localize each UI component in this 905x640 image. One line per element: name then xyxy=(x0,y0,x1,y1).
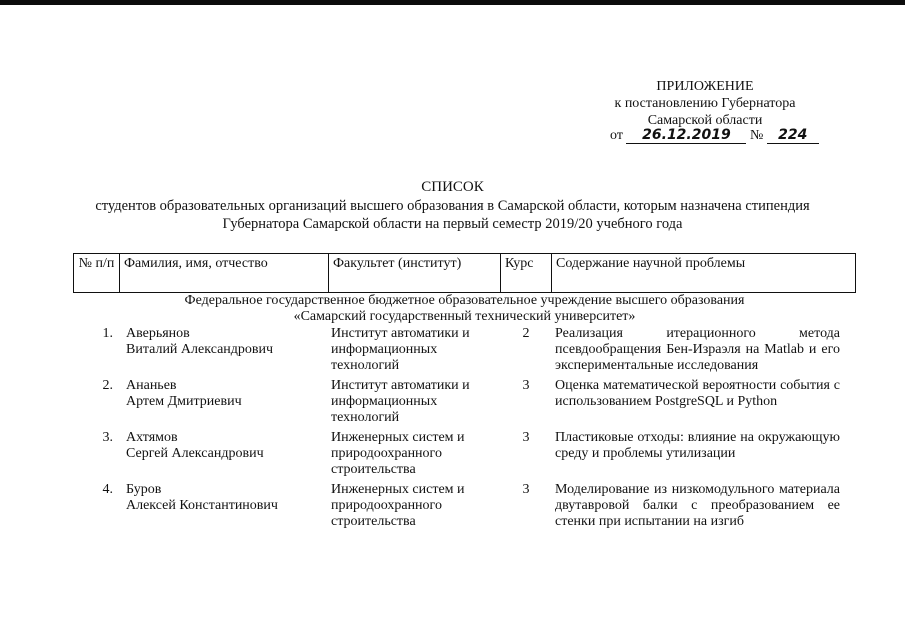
document-title: СПИСОК xyxy=(421,179,484,195)
row-name xyxy=(126,430,326,462)
row-given-names: Виталий Александрович xyxy=(126,342,274,357)
row-course: 3 xyxy=(522,378,530,393)
institution-name xyxy=(73,293,856,325)
institution-line-1: Федеральное государственное бюджетное образовательное учреждение высшего образования xyxy=(184,293,745,308)
header-num: № п/п xyxy=(74,254,120,292)
row-name xyxy=(126,482,326,514)
decree-date-line xyxy=(610,128,819,144)
row-faculty: Институт автоматики и информационных технологий xyxy=(331,326,470,373)
row-num: 2. xyxy=(102,378,113,393)
row-topic: Моделирование из низкомодульного материала двутавровой балки с преобразованием ее стенки при испытании на изгиб xyxy=(555,482,840,529)
row-surname: Буров xyxy=(126,482,162,497)
row-num: 3. xyxy=(102,430,113,445)
document-subtitle-line-1: студентов образовательных организаций высшего образования в Самарской области, которым назначена стипендия xyxy=(95,198,810,214)
handwritten-number: 224 xyxy=(767,128,819,144)
row-faculty: Инженерных систем и природоохранного строительства xyxy=(331,430,465,477)
row-surname: Аверьянов xyxy=(126,326,190,341)
row-surname: Ананьев xyxy=(126,378,177,393)
appendix-line-2: Самарской области xyxy=(647,113,763,128)
document-subtitle-line-2: Губернатора Самарской области на первый семестр 2019/20 учебного года xyxy=(222,216,683,232)
row-topic: Реализация итерационного метода псевдообращения Бен-Израэля на Matlab и его экспериментальные исследования xyxy=(555,326,840,373)
header-topic: Содержание научной проблемы xyxy=(556,256,746,271)
header-name: Фамилия, имя, отчество xyxy=(120,254,329,292)
row-surname: Ахтямов xyxy=(126,430,178,445)
row-faculty: Институт автоматики и информационных технологий xyxy=(331,378,470,425)
institution-line-2: «Самарский государственный технический университет» xyxy=(293,309,636,324)
appendix-title: ПРИЛОЖЕНИЕ xyxy=(656,79,754,94)
from-label: от xyxy=(610,128,623,143)
number-label: № xyxy=(749,128,764,143)
handwritten-date: 26.12.2019 xyxy=(626,128,746,144)
row-course: 3 xyxy=(522,482,530,497)
appendix-line-1: к постановлению Губернатора xyxy=(614,96,796,111)
row-topic: Пластиковые отходы: влияние на окружающую среду и проблемы утилизации xyxy=(555,430,840,461)
appendix-block xyxy=(560,78,850,129)
row-name xyxy=(126,378,326,410)
table-header xyxy=(73,253,856,293)
header-course: Курс xyxy=(501,254,552,292)
scan-border xyxy=(0,0,905,5)
row-faculty: Инженерных систем и природоохранного строительства xyxy=(331,482,465,529)
row-course: 2 xyxy=(522,326,530,341)
row-given-names: Алексей Константинович xyxy=(126,498,278,513)
row-course: 3 xyxy=(522,430,530,445)
row-topic: Оценка математической вероятности события с использованием PostgreSQL и Python xyxy=(555,378,840,409)
row-num: 4. xyxy=(102,482,113,497)
row-num: 1. xyxy=(102,326,113,341)
row-given-names: Сергей Александрович xyxy=(126,446,264,461)
header-faculty: Факультет (институт) xyxy=(329,254,501,292)
row-given-names: Артем Дмитриевич xyxy=(126,394,242,409)
row-name xyxy=(126,326,326,358)
document-heading xyxy=(40,178,865,233)
